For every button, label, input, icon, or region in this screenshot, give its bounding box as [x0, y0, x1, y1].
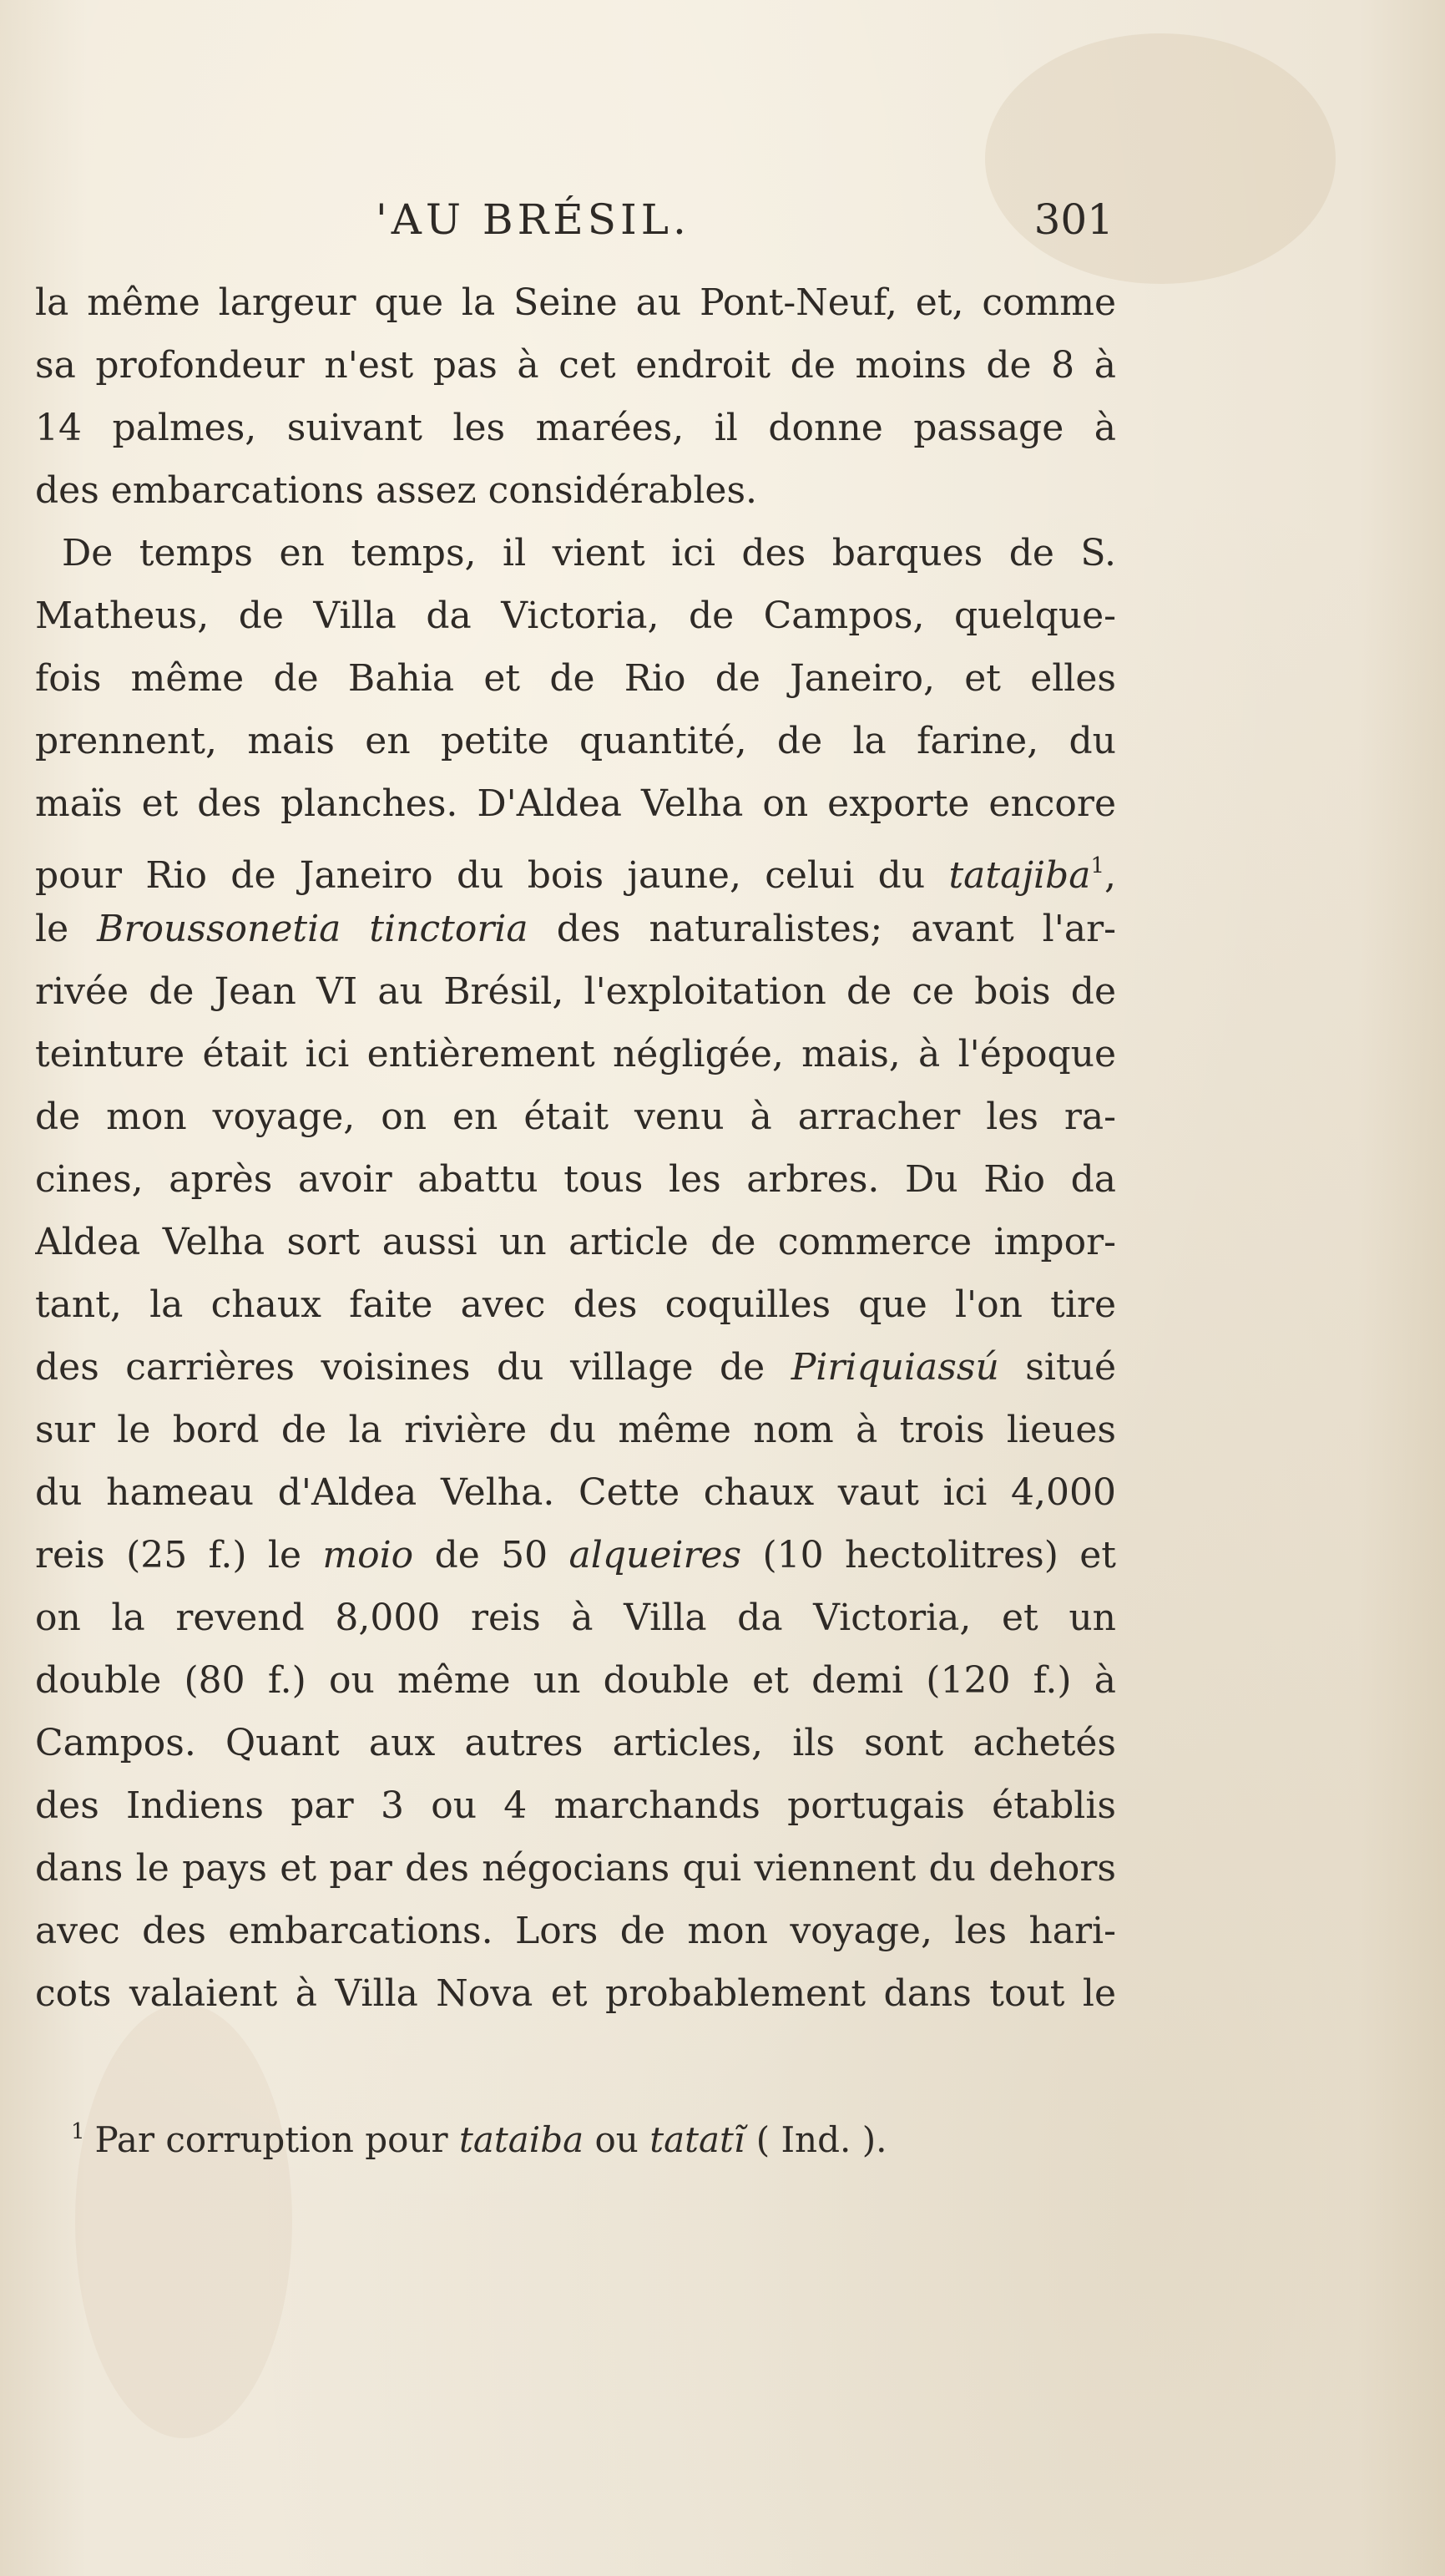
footnote-reference: 1: [1090, 853, 1104, 878]
text-segment: de 50: [434, 1534, 548, 1576]
text-segment: reis (25 f.) le: [35, 1534, 301, 1576]
page-header: [0, 190, 1445, 249]
text-line: avec des embarcations. Lors de mon voyage, les hari-: [35, 1910, 1116, 1952]
text-segment: ,: [1104, 854, 1116, 897]
footnote-text: ( Ind. ).: [755, 2119, 887, 2160]
text-line: [35, 1336, 1116, 1399]
text-line: [35, 1524, 1116, 1587]
text-line: sa profondeur n'est pas à cet endroit de moins de 8 à: [35, 344, 1116, 387]
text-segment: pour Rio de Janeiro du bois jaune, celui du: [35, 854, 926, 897]
italic-term: moio: [322, 1534, 414, 1576]
text-line: des Indiens par 3 ou 4 marchands portugais établis: [35, 1784, 1116, 1827]
text-line: on la revend 8,000 reis à Villa da Victoria, et un: [35, 1597, 1116, 1639]
italic-term: Piriquiassú: [791, 1346, 999, 1389]
footnote-text: Par corruption pour: [94, 2119, 448, 2160]
footnote-marker: 1: [71, 2119, 85, 2144]
text-line: Aldea Velha sort aussi un article de commerce impor-: [35, 1221, 1116, 1263]
text-line: Campos. Quant aux autres articles, ils sont achetés: [35, 1722, 1116, 1764]
footnote-text: ou: [594, 2119, 639, 2160]
text-segment: des naturalistes; avant l'ar-: [556, 908, 1116, 950]
text-line: tant, la chaux faite avec des coquilles que l'on tire: [35, 1283, 1116, 1326]
text-line: du hameau d'Aldea Velha. Cette chaux vaut ici 4,000: [35, 1471, 1116, 1514]
text-line: [35, 898, 1116, 960]
text-segment: le: [35, 908, 69, 950]
italic-term: alqueires: [568, 1534, 742, 1576]
italic-term: tatajiba: [948, 854, 1091, 897]
footnote-term: tataiba: [458, 2119, 584, 2160]
text-line: maïs et des planches. D'Aldea Velha on exporte encore: [35, 782, 1116, 825]
text-line: [35, 835, 1116, 898]
text-line: dans le pays et par des négocians qui viennent du dehors: [35, 1847, 1116, 1890]
text-line: 14 palmes, suivant les marées, il donne passage à: [35, 407, 1116, 449]
text-line: fois même de Bahia et de Rio de Janeiro, et elles: [35, 657, 1116, 700]
running-title: 'AU BRÉSIL.: [376, 195, 690, 244]
text-segment: situé: [1025, 1346, 1116, 1389]
text-line: prennent, mais en petite quantité, de la farine, du: [35, 720, 1116, 762]
paper-stain: [75, 2004, 292, 2438]
text-line: double (80 f.) ou même un double et demi (120 f.) à: [35, 1659, 1116, 1702]
text-line: teinture était ici entièrement négligée, mais, à l'époque: [35, 1033, 1116, 1075]
text-line: Matheus, de Villa da Victoria, de Campos, quelque-: [35, 595, 1116, 637]
text-segment: (10 hectolitres) et: [762, 1534, 1116, 1576]
text-line: rivée de Jean VI au Brésil, l'exploitation de ce bois de: [35, 970, 1116, 1013]
italic-term: Broussonetia tinctoria: [97, 908, 528, 950]
text-segment: des carrières voisines du village de: [35, 1346, 765, 1389]
text-line: la même largeur que la Seine au Pont-Neuf, et, comme: [35, 281, 1116, 324]
text-line: des embarcations assez considérables.: [35, 469, 758, 512]
body-text: [35, 271, 1116, 2025]
page-number: 301: [1033, 195, 1114, 244]
text-line: De temps en temps, il vient ici des barques de S.: [62, 532, 1116, 574]
text-line: sur le bord de la rivière du même nom à trois lieues: [35, 1409, 1116, 1451]
footnote-term: tatatĩ: [649, 2119, 745, 2160]
text-line: cines, après avoir abattu tous les arbres. Du Rio da: [35, 1158, 1116, 1201]
footnote: [71, 2103, 887, 2169]
text-line: de mon voyage, on en était venu à arracher les ra-: [35, 1096, 1116, 1138]
text-line: cots valaient à Villa Nova et probablement dans tout le: [35, 1972, 1116, 2015]
